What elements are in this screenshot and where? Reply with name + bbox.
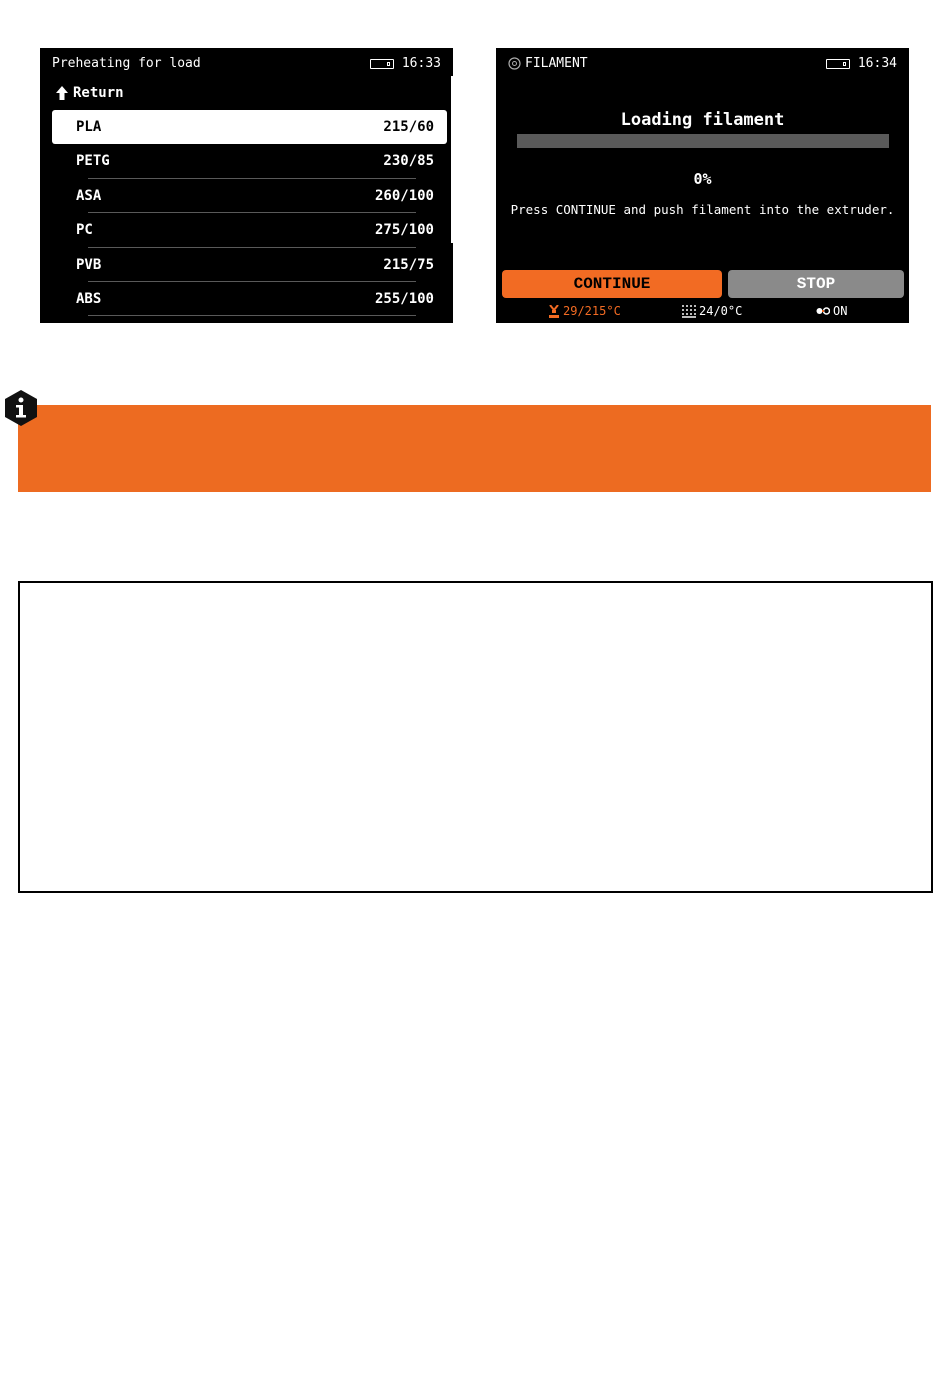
instruction-text: Press CONTINUE and push filament into the extruder. — [510, 202, 895, 217]
menu-item-temps: 255/100 — [374, 290, 434, 307]
menu-item-temps: 215/75 — [383, 256, 434, 273]
nozzle-status — [548, 304, 621, 318]
return-label: Return — [73, 85, 124, 101]
menu-item-temps: 260/100 — [374, 187, 434, 204]
menu-item-name: ABS — [76, 290, 102, 307]
content-box — [18, 581, 933, 893]
filament-sensor-status — [816, 304, 847, 318]
filament-sensor-value: ON — [833, 304, 848, 318]
preheat-screen — [40, 48, 453, 323]
header-title-group — [508, 56, 588, 71]
menu-item-temps: 230/85 — [383, 153, 434, 170]
nozzle-icon — [548, 305, 560, 318]
scrollbar[interactable] — [451, 76, 453, 243]
stop-button[interactable]: STOP — [728, 270, 904, 298]
status-bar — [496, 304, 909, 320]
progress-percent: 0% — [693, 170, 712, 188]
loading-filament-screen — [496, 48, 909, 323]
menu-item-name: PETG — [76, 153, 110, 170]
loading-title: Loading filament — [620, 110, 785, 130]
continue-button[interactable]: CONTINUE — [502, 270, 722, 298]
header-status — [826, 56, 897, 71]
menu-item-pla[interactable] — [52, 110, 447, 144]
filament-menu — [52, 110, 447, 316]
divider — [88, 315, 416, 316]
header-bar — [52, 54, 441, 72]
header-status — [370, 56, 441, 71]
header-bar — [508, 54, 897, 72]
header-title: Preheating for load — [52, 56, 201, 71]
menu-item-name: PVB — [76, 256, 102, 273]
menu-item-pvb[interactable] — [52, 248, 447, 282]
usb-icon — [826, 59, 850, 69]
menu-item-asa[interactable] — [52, 179, 447, 213]
progress-bar — [517, 134, 889, 148]
filament-spool-icon — [508, 57, 521, 70]
arrow-up-icon — [55, 85, 69, 101]
clock: 16:34 — [857, 56, 897, 71]
nozzle-temp: 29/215°C — [563, 304, 621, 318]
return-button[interactable] — [55, 83, 124, 103]
menu-item-petg[interactable] — [52, 144, 447, 178]
usb-icon — [370, 59, 394, 69]
clock: 16:33 — [401, 56, 441, 71]
bed-temp: 24/0°C — [699, 304, 743, 318]
info-icon — [3, 389, 39, 427]
menu-item-abs[interactable] — [52, 282, 447, 316]
heatbed-icon — [682, 305, 696, 318]
info-banner — [18, 405, 931, 492]
bed-status — [682, 304, 742, 318]
menu-item-temps: 275/100 — [374, 222, 434, 239]
menu-item-pc[interactable] — [52, 213, 447, 247]
header-title: FILAMENT — [525, 56, 588, 71]
filament-sensor-icon — [816, 306, 830, 316]
menu-item-name: PC — [76, 222, 93, 239]
menu-item-temps: 215/60 — [383, 119, 434, 135]
menu-item-name: ASA — [76, 187, 102, 204]
menu-item-name: PLA — [76, 119, 102, 135]
